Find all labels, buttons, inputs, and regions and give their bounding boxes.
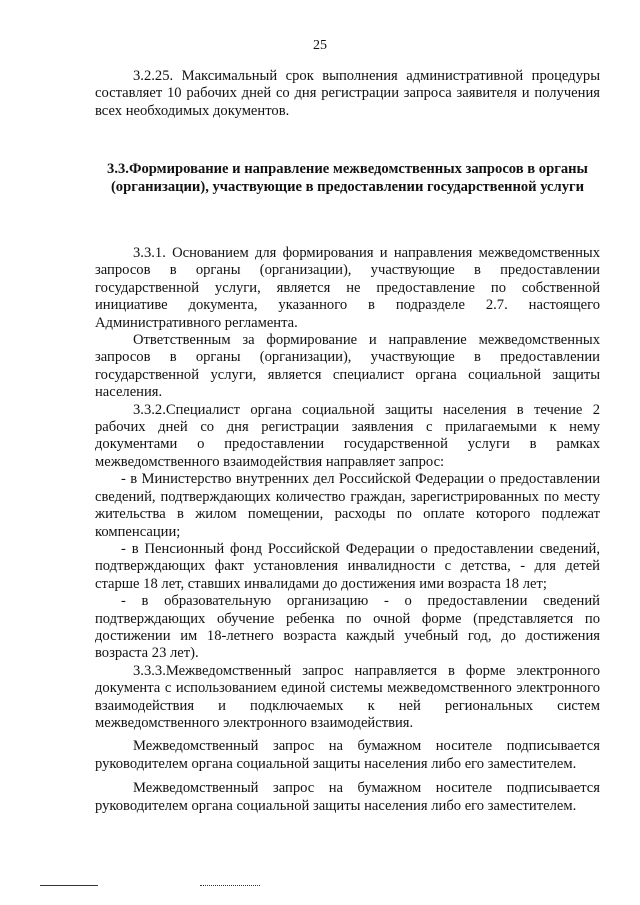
paragraph-3-3-3: 3.3.3.Межведомственный запрос направляется в форме электронного документа с использованием единой системы межведомственного электронного взаимодействия и подключаемых к ней региональных систем межведомственного электронного взаимодействия.: [95, 662, 600, 731]
bullet-mvd: - в Министерство внутренних дел Российской Федерации о предоставлении сведений, подтверждающих количество граждан, зарегистрированных по месту жительства в жилом помещении, расходы по оплате которого подлежат компенсации;: [95, 471, 600, 540]
footer-rule-right: [200, 885, 260, 886]
paragraph-paper-request-2: Межведомственный запрос на бумажном носителе подписывается руководителем органа социальной защиты населения либо его заместителем.: [95, 780, 600, 814]
paragraph-3-2-25: 3.2.25. Максимальный срок выполнения административной процедуры составляет 10 рабочих дней со дня регистрации запроса заявителя и получения всех необходимых документов.: [95, 68, 600, 119]
bullet-education: - в образовательную организацию - о предоставлении сведений подтверждающих обучение ребенка по очной форме (представляется по достижении им 18-летнего возраста каждый учебный год, до достижения возраста 23 лет).: [95, 593, 600, 662]
paragraph-responsible: Ответственным за формирование и направление межведомственных запросов в органы (организации), участвующие в предоставлении государственной услуги, является специалист органа социальной защиты населения.: [95, 332, 600, 401]
paragraph-paper-request-1: Межведомственный запрос на бумажном носителе подписывается руководителем органа социальной защиты населения либо его заместителем.: [95, 738, 600, 772]
page-number: 25: [313, 38, 327, 53]
footer-rule-left: [40, 885, 98, 886]
clause-3-2-25: [95, 68, 600, 120]
section-body: [95, 245, 600, 815]
paragraph-3-3-1: 3.3.1. Основанием для формирования и направления межведомственных запросов в органы (организации), участвующие в предоставлении государственной услуги, является не предоставление по собственной инициативе документа, указанного в подразделе 2.7. настоящего Административного регламента.: [95, 245, 600, 331]
bullet-pfr: - в Пенсионный фонд Российской Федерации о предоставлении сведений, подтверждающих факт установления инвалидности с детства, - для детей старше 18 лет, ставших инвалидами до достижения ими возраста 18 лет;: [95, 540, 600, 592]
paragraph-3-3-2: 3.3.2.Специалист органа социальной защиты населения в течение 2 рабочих дней со дня регистрации заявления с прилагаемыми к нему документами о предоставлении государственной услуги в рамках межведомственного взаимодействия направляет запрос:: [95, 401, 600, 470]
section-heading-3-3: 3.3.Формирование и направление межведомственных запросов в органы (организации), участвующие в предоставлении государственной услуги: [107, 161, 588, 195]
